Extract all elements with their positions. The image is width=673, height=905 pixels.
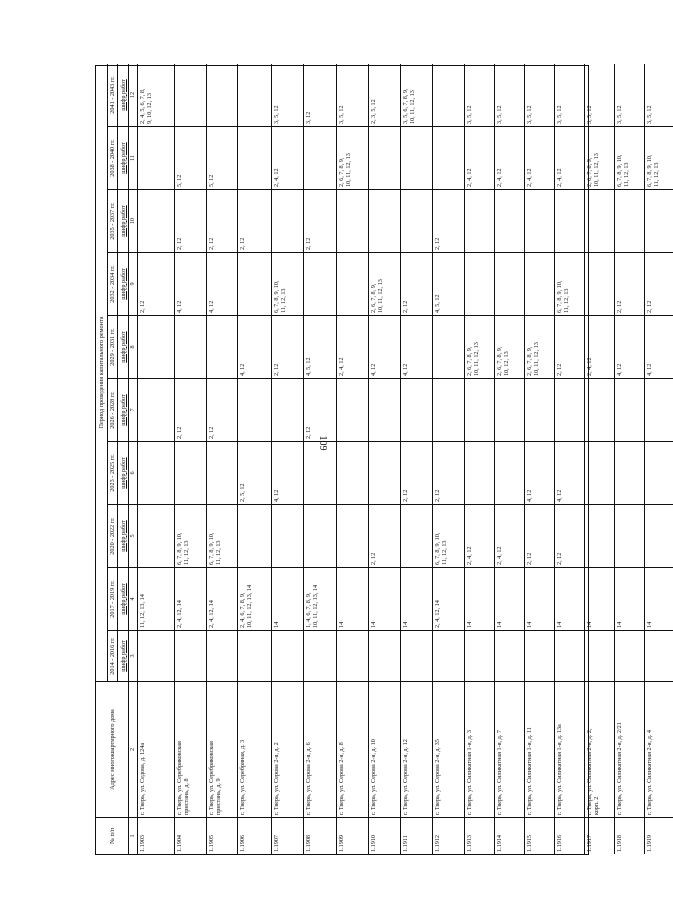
- work-cipher-cell: 2, 12: [238, 190, 271, 253]
- work-cipher-cell: [304, 253, 336, 316]
- work-cipher-cell: [585, 631, 614, 682]
- work-cipher-cell: [615, 442, 644, 505]
- work-cipher-cell: [525, 631, 554, 682]
- row-address: г. Тверь, ул. Серова 2-я, д. 35: [433, 682, 464, 818]
- work-cipher-cell: 14: [615, 568, 644, 631]
- work-cipher-cell: 2, 4, 12: [465, 127, 494, 190]
- work-cipher-cell: 3, 5, 12: [337, 64, 368, 127]
- work-cipher-cell: [525, 190, 554, 253]
- row-number: 1.1904: [176, 834, 183, 852]
- work-cipher-cell: 14: [369, 568, 400, 631]
- work-cipher-cell: 2, 4, 12, 14: [175, 568, 206, 631]
- work-cipher-cell: 2, 3, 5, 12: [369, 64, 400, 127]
- row-number: 1.1912: [434, 834, 441, 852]
- work-cipher-cell: 11, 12, 13, 14: [138, 568, 174, 631]
- header-period: 2035 - 2037 гг.: [108, 190, 118, 253]
- table-row: [524, 64, 554, 854]
- work-cipher-cell: 3, 5, 12: [555, 64, 584, 127]
- work-cipher-cell: [585, 190, 614, 253]
- work-cipher-cell: 2, 12: [555, 316, 584, 379]
- work-cipher-cell: [138, 505, 174, 568]
- header-period: 2038 - 2040 гг.: [108, 127, 118, 190]
- work-cipher-cell: 2, 12: [369, 505, 400, 568]
- work-cipher-cell: 2, 4, 12: [272, 127, 303, 190]
- row-number: 1.1906: [239, 834, 246, 852]
- work-cipher-cell: [495, 190, 524, 253]
- work-cipher-cell: [585, 253, 614, 316]
- work-cipher-cell: 6, 7, 8, 9, 10, 11, 12, 13: [555, 253, 584, 316]
- row-address: г. Тверь, ул. Серебряная, д. 3: [238, 682, 271, 818]
- work-cipher-cell: 2, 12: [304, 190, 336, 253]
- row-number: 1.1910: [370, 834, 377, 852]
- index-cell: 7: [129, 379, 137, 442]
- work-cipher-cell: [238, 64, 271, 127]
- work-cipher-cell: 2, 5, 12: [238, 442, 271, 505]
- work-cipher-cell: [138, 442, 174, 505]
- work-cipher-cell: 2, 12: [207, 190, 237, 253]
- table-row: [494, 64, 524, 854]
- work-cipher-cell: [645, 505, 673, 568]
- work-cipher-cell: [369, 631, 400, 682]
- header-period: 2026 - 2028 гг.: [108, 379, 118, 442]
- header-period: 2023 - 2025 гг.: [108, 442, 118, 505]
- header-period: 2032 - 2034 гг.: [108, 253, 118, 316]
- work-cipher-cell: 2, 12: [555, 505, 584, 568]
- work-cipher-cell: [465, 379, 494, 442]
- header-cipher: шифр работ: [118, 316, 128, 379]
- table-row: [271, 64, 303, 854]
- work-cipher-cell: [138, 631, 174, 682]
- work-cipher-cell: 3, 5, 12: [525, 64, 554, 127]
- row-address: г. Тверь, ул. Силикатная 1-я, д. 7: [495, 682, 524, 818]
- work-cipher-cell: 2, 12: [272, 316, 303, 379]
- page-number: 109: [317, 435, 328, 451]
- work-cipher-cell: 14: [645, 568, 673, 631]
- work-cipher-cell: 6, 7, 8, 9, 10, 11, 12, 13: [272, 253, 303, 316]
- header-cipher: шифр работ: [118, 442, 128, 505]
- work-cipher-cell: 2, 12: [645, 253, 673, 316]
- work-cipher-cell: 4, 12: [525, 442, 554, 505]
- table-row: [303, 64, 336, 854]
- work-cipher-cell: [369, 442, 400, 505]
- work-cipher-cell: [495, 253, 524, 316]
- work-cipher-cell: [207, 64, 237, 127]
- work-cipher-cell: [615, 505, 644, 568]
- work-cipher-cell: 2, 4, 6, 7, 8, 9, 10, 11, 12, 13, 14: [238, 568, 271, 631]
- work-cipher-cell: 5, 12: [175, 127, 206, 190]
- work-cipher-cell: [615, 190, 644, 253]
- work-cipher-cell: 14: [337, 568, 368, 631]
- header-cipher: шифр работ: [118, 568, 128, 631]
- work-cipher-cell: [615, 379, 644, 442]
- index-cell: 5: [129, 505, 137, 568]
- work-cipher-cell: [138, 190, 174, 253]
- work-cipher-cell: [138, 316, 174, 379]
- table-row: [336, 64, 368, 854]
- header-cipher: шифр работ: [118, 190, 128, 253]
- table-row: [584, 64, 614, 854]
- work-cipher-cell: [337, 253, 368, 316]
- work-cipher-cell: 3, 5, 6, 7, 8, 9, 10, 11, 12, 13: [401, 64, 432, 127]
- index-cell: 9: [129, 253, 137, 316]
- work-cipher-cell: [337, 442, 368, 505]
- work-cipher-cell: [433, 379, 464, 442]
- work-cipher-cell: 14: [555, 568, 584, 631]
- work-cipher-cell: [337, 190, 368, 253]
- work-cipher-cell: 1, 4, 6, 7, 8, 9, 10, 11, 12, 13, 14: [304, 568, 336, 631]
- work-cipher-cell: 14: [272, 568, 303, 631]
- work-cipher-cell: [615, 631, 644, 682]
- work-cipher-cell: [401, 190, 432, 253]
- work-cipher-cell: [272, 379, 303, 442]
- work-cipher-cell: 2, 12: [401, 253, 432, 316]
- work-cipher-cell: [525, 253, 554, 316]
- work-cipher-cell: 14: [465, 568, 494, 631]
- row-number: 1.1919: [646, 834, 653, 852]
- work-cipher-cell: [272, 190, 303, 253]
- work-cipher-cell: [585, 442, 614, 505]
- work-cipher-cell: 2, 12: [433, 190, 464, 253]
- work-cipher-cell: [433, 64, 464, 127]
- work-cipher-cell: 2, 6, 7, 8, 9, 10, 11, 12, 13: [585, 127, 614, 190]
- row-address: г. Тверь, ул. Серебряковская пристань, д. 9: [207, 682, 237, 818]
- work-cipher-cell: 4, 12: [369, 316, 400, 379]
- header-cipher: шифр работ: [118, 127, 128, 190]
- index-cell: 1: [129, 834, 136, 838]
- header-index-row: [128, 64, 137, 854]
- index-cell: 12: [129, 64, 137, 127]
- work-cipher-cell: [555, 190, 584, 253]
- work-cipher-cell: 4, 12: [615, 316, 644, 379]
- work-cipher-cell: 2, 12: [304, 379, 336, 442]
- row-address: г. Тверь, ул. Силикатная 2-я, д. 2/21: [615, 682, 644, 818]
- work-cipher-cell: 2, 4, 12, 14: [207, 568, 237, 631]
- row-number: 1.1908: [305, 834, 312, 852]
- work-cipher-cell: 6, 7, 8, 9, 10, 11, 12, 13: [645, 127, 673, 190]
- index-cell: 6: [129, 442, 137, 505]
- work-cipher-cell: [495, 379, 524, 442]
- table-row: [464, 64, 494, 854]
- table-row: [237, 64, 271, 854]
- work-cipher-cell: 2, 6, 7, 8, 9, 10, 11, 12, 13: [369, 253, 400, 316]
- work-cipher-cell: 2, 12: [615, 253, 644, 316]
- work-cipher-cell: 4, 12: [175, 253, 206, 316]
- work-cipher-cell: [175, 631, 206, 682]
- work-cipher-cell: 4, 12: [401, 316, 432, 379]
- work-cipher-cell: [401, 631, 432, 682]
- work-cipher-cell: [238, 127, 271, 190]
- work-cipher-cell: 2, 4, 12: [495, 505, 524, 568]
- row-address: г. Тверь, ул. Серова 2-я, д. 12: [401, 682, 432, 818]
- work-cipher-cell: [433, 631, 464, 682]
- work-cipher-cell: 2, 12: [175, 190, 206, 253]
- work-cipher-cell: [337, 505, 368, 568]
- work-cipher-cell: 4, 12: [238, 316, 271, 379]
- work-cipher-cell: 14: [585, 568, 614, 631]
- work-cipher-cell: [433, 316, 464, 379]
- row-address: г. Тверь, ул. Серебряковская пристань, д. 8: [175, 682, 206, 818]
- work-cipher-cell: 2, 12: [175, 379, 206, 442]
- work-cipher-cell: 3, 5, 12: [465, 64, 494, 127]
- work-cipher-cell: [238, 631, 271, 682]
- work-cipher-cell: 14: [401, 568, 432, 631]
- work-cipher-cell: [645, 442, 673, 505]
- row-address: г. Тверь, ул. Силикатная 1-я, д. 3: [465, 682, 494, 818]
- work-cipher-cell: 6, 7, 8, 9, 10, 11, 12, 13: [175, 505, 206, 568]
- header-cipher: шифр работ: [118, 379, 128, 442]
- table-row: [368, 64, 400, 854]
- row-address: г. Тверь, ул. Силикатная 2-я, д. 2, корп. 2: [585, 682, 614, 818]
- work-cipher-cell: 2, 12: [401, 442, 432, 505]
- row-address: г. Тверь, ул. Серова 2-я, д. 8: [337, 682, 368, 818]
- index-cell: 11: [129, 127, 137, 190]
- work-cipher-cell: 2, 4, 5, 6, 7, 8, 9, 10, 12, 13: [138, 64, 174, 127]
- work-cipher-cell: [401, 505, 432, 568]
- row-number: 1.1916: [556, 834, 563, 852]
- row-address: г. Тверь, ул. Силикатная 1-я, д. 13а: [555, 682, 584, 818]
- work-cipher-cell: [645, 190, 673, 253]
- table-row: [554, 64, 584, 854]
- work-cipher-cell: [495, 631, 524, 682]
- work-cipher-cell: [525, 379, 554, 442]
- row-address: г. Тверь, ул. Силикатная 2-я, д. 4: [645, 682, 673, 818]
- work-cipher-cell: [207, 316, 237, 379]
- header-cipher: шифр работ: [118, 631, 128, 682]
- index-cell: 4: [129, 568, 137, 631]
- work-cipher-cell: 4, 12: [272, 442, 303, 505]
- table-row: [432, 64, 464, 854]
- index-cell: 8: [129, 316, 137, 379]
- work-cipher-cell: [369, 127, 400, 190]
- row-address: г. Тверь, ул. Серова 2-я, д. 10: [369, 682, 400, 818]
- work-cipher-cell: [645, 379, 673, 442]
- work-cipher-cell: 2, 12: [433, 442, 464, 505]
- capital-repair-table: [95, 65, 660, 855]
- header-period: 2041 - 2043 гг.: [108, 64, 118, 127]
- work-cipher-cell: 6, 7, 8, 9, 10, 11, 12, 13: [207, 505, 237, 568]
- work-cipher-cell: 2, 6, 7, 8, 9, 10, 11, 12, 13: [465, 316, 494, 379]
- work-cipher-cell: [465, 442, 494, 505]
- work-cipher-cell: 3, 12: [304, 64, 336, 127]
- table-row: [400, 64, 432, 854]
- header-period: 2014 - 2016 гг.: [108, 631, 118, 682]
- work-cipher-cell: 14: [525, 568, 554, 631]
- row-address: г. Тверь, ул. Серова 2-я, д. 6: [304, 682, 336, 818]
- work-cipher-cell: [304, 631, 336, 682]
- work-cipher-cell: 2, 12: [525, 505, 554, 568]
- work-cipher-cell: 3, 5, 12: [645, 64, 673, 127]
- table-row: [644, 64, 673, 854]
- work-cipher-cell: 2, 6, 7, 8, 9, 10, 11, 12, 13: [337, 127, 368, 190]
- work-cipher-cell: [138, 379, 174, 442]
- work-cipher-cell: [337, 631, 368, 682]
- work-cipher-cell: 4, 5, 12: [433, 253, 464, 316]
- work-cipher-cell: [465, 190, 494, 253]
- header-period: 2029 - 2031 гг.: [108, 316, 118, 379]
- work-cipher-cell: 5, 12: [207, 127, 237, 190]
- work-cipher-cell: 2, 4, 12: [337, 316, 368, 379]
- work-cipher-cell: [207, 442, 237, 505]
- work-cipher-cell: [304, 505, 336, 568]
- work-cipher-cell: [238, 379, 271, 442]
- work-cipher-cell: [304, 442, 336, 505]
- row-number: 1.1918: [616, 834, 623, 852]
- work-cipher-cell: [369, 190, 400, 253]
- work-cipher-cell: 2, 6, 7, 8, 9, 10, 12, 13: [495, 316, 524, 379]
- row-number: 1.1909: [338, 834, 345, 852]
- header-period-title: Период проведения капитального ремонта: [96, 64, 108, 682]
- work-cipher-cell: [304, 127, 336, 190]
- table-row: [206, 64, 237, 854]
- work-cipher-cell: 4, 12: [555, 442, 584, 505]
- index-cell: 2: [129, 682, 137, 818]
- work-cipher-cell: 3, 5, 12: [495, 64, 524, 127]
- row-address: г. Тверь, ул. Седова, д. 124а: [138, 682, 174, 818]
- work-cipher-cell: [495, 442, 524, 505]
- work-cipher-cell: 6, 7, 8, 9, 10, 11, 12, 13: [433, 505, 464, 568]
- work-cipher-cell: 2, 4, 12, 14: [433, 568, 464, 631]
- work-cipher-cell: [465, 631, 494, 682]
- work-cipher-cell: [401, 127, 432, 190]
- row-number: 1.1914: [496, 834, 503, 852]
- header-cipher: шифр работ: [118, 505, 128, 568]
- work-cipher-cell: [585, 379, 614, 442]
- work-cipher-cell: 2, 4, 12: [495, 127, 524, 190]
- work-cipher-cell: [238, 505, 271, 568]
- work-cipher-cell: [175, 442, 206, 505]
- table-row: [614, 64, 644, 854]
- row-number: 1.1905: [208, 834, 215, 852]
- work-cipher-cell: 4, 5, 12: [304, 316, 336, 379]
- work-cipher-cell: [238, 253, 271, 316]
- work-cipher-cell: 2, 4, 12: [555, 127, 584, 190]
- work-cipher-cell: 4, 12: [207, 253, 237, 316]
- work-cipher-cell: [207, 631, 237, 682]
- work-cipher-cell: [272, 505, 303, 568]
- work-cipher-cell: 2, 4, 12: [525, 127, 554, 190]
- table-row: [174, 64, 206, 854]
- work-cipher-cell: 2, 12: [138, 253, 174, 316]
- work-cipher-cell: 3, 5, 12: [585, 64, 614, 127]
- work-cipher-cell: 4, 12: [645, 316, 673, 379]
- work-cipher-cell: [337, 379, 368, 442]
- work-cipher-cell: [433, 127, 464, 190]
- header-period: 2017 - 2019 гг.: [108, 568, 118, 631]
- index-cell: 10: [129, 190, 137, 253]
- row-number: 1.1907: [273, 834, 280, 852]
- work-cipher-cell: [555, 379, 584, 442]
- work-cipher-cell: [175, 64, 206, 127]
- work-cipher-cell: [645, 631, 673, 682]
- row-number: 1.1911: [402, 835, 409, 852]
- work-cipher-cell: [272, 631, 303, 682]
- work-cipher-cell: 2, 4, 12: [585, 316, 614, 379]
- header-num: № п/п: [108, 828, 116, 844]
- row-address: г. Тверь, ул. Силикатная 1-я, д. 11: [525, 682, 554, 818]
- work-cipher-cell: [401, 379, 432, 442]
- work-cipher-cell: 6, 7, 8, 9, 10, 11, 12, 13: [615, 127, 644, 190]
- index-cell: 3: [129, 631, 137, 682]
- work-cipher-cell: 14: [495, 568, 524, 631]
- header-address: Адрес многоквартирного дома: [96, 682, 128, 818]
- row-address: г. Тверь, ул. Серова 2-я, д. 2: [272, 682, 303, 818]
- work-cipher-cell: 2, 6, 7, 8, 9, 10, 11, 12, 13: [525, 316, 554, 379]
- work-cipher-cell: [175, 316, 206, 379]
- work-cipher-cell: [465, 253, 494, 316]
- row-number: 1.1917: [586, 834, 593, 852]
- header-cipher: шифр работ: [118, 253, 128, 316]
- work-cipher-cell: 2, 12: [207, 379, 237, 442]
- work-cipher-cell: 3, 5, 12: [272, 64, 303, 127]
- header-cipher: шифр работ: [118, 64, 128, 127]
- work-cipher-cell: [138, 127, 174, 190]
- work-cipher-cell: [555, 631, 584, 682]
- work-cipher-cell: [585, 505, 614, 568]
- header-period: 2020 - 2022 гг.: [108, 505, 118, 568]
- row-number: 1.1903: [139, 834, 146, 852]
- table-row: [137, 64, 174, 854]
- row-number: 1.1913: [466, 834, 473, 852]
- row-number: 1.1915: [526, 834, 533, 852]
- work-cipher-cell: 3, 5, 12: [615, 64, 644, 127]
- work-cipher-cell: [369, 379, 400, 442]
- work-cipher-cell: 2, 4, 12: [465, 505, 494, 568]
